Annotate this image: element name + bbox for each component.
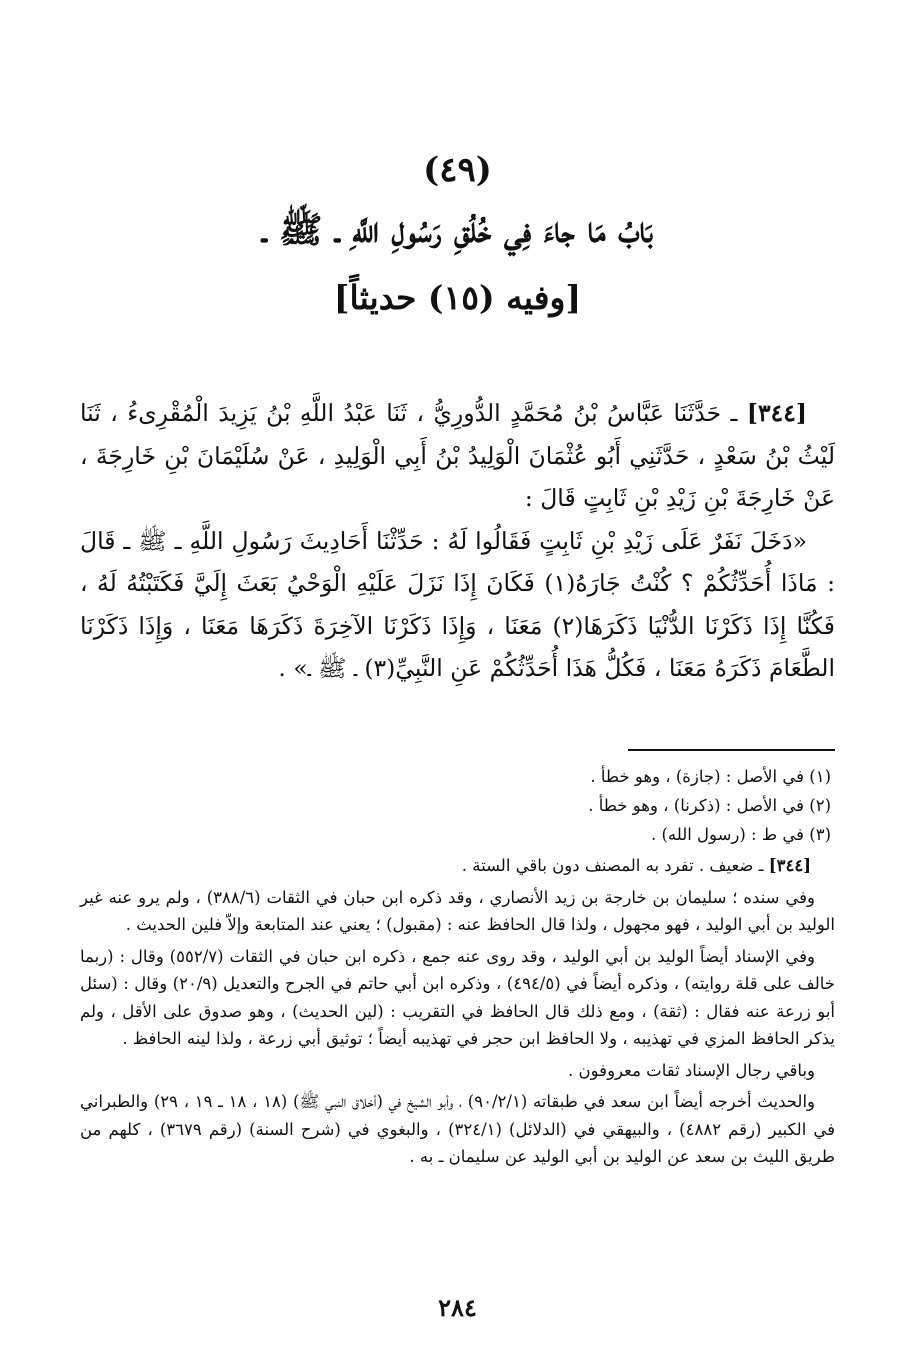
- page-number: ٢٨٤: [438, 1293, 477, 1322]
- commentary-paragraph: وفي سنده ؛ سليمان بن خارجة بن زيد الأنصاري ، وقد ذكره ابن حبان في الثقات (٣٨٨/٦) ، ولم يرو عنه غير الوليد بن أبي الوليد ، فهو مجهول ، ولذا قال الحافظ عنه : (مقبول) ؛ يعني عند المتابعة وإلاّ فلين الحديث .: [80, 887, 835, 934]
- hadith-body: [80, 392, 835, 690]
- chapter-number: (٤٩): [423, 150, 492, 190]
- commentary-paragraph: وفي الإسناد أيضاً الوليد بن أبي الوليد ، وقد روى عنه جمع ، ذكره ابن حبان في الثقات (٥٥٢/٧) وقال : (ربما خالف على قلة روايته) ، وذكره أيضاً في (٤٩٤/٥) ، وذكره ابن أبي حاتم في الجرح والتعديل (٢٠/٩) وقال : (سئل أبو زرعة عنه فقال : (ثقة) ، ومع ذلك قال الحافظ في التقريب : (لين الحديث) ، وهو صدوق على الأقل ، ولم يذكر الحافظ المزي في تهذيبه ، ولا الحافظ ابن حجر في تهذيبه أيضاً ؛ توثيق أبي زرعة ، ولذا لينه الحافظ .: [80, 946, 835, 1048]
- hadith-isnad-paragraph: [80, 392, 835, 520]
- grade-text: ـ ضعيف . تفرد به المصنف دون باقي الستة .: [461, 856, 764, 875]
- grade-line: [80, 852, 835, 880]
- commentary-paragraph: وباقي رجال الإسناد ثقات معروفون .: [568, 1060, 815, 1080]
- footnote-1: (١) في الأصل : (جازة) ، وهو خطأ .: [590, 767, 831, 786]
- chapter-hadith-count: [وفيه (١٥) حديثاً]: [333, 278, 582, 317]
- hadith-isnad: ـ حَدَّثَنَا عَبَّاسُ بْنُ مُحَمَّدٍ الدُّورِيُّ ، ثَنَا عَبْدُ اللَّهِ بْنُ يَزِيدَ الْمُقْرِىءُ ، ثَنَا لَيْثُ بْنُ سَعْدٍ ، حَدَّثَنِي أَبُو عُثْمَانَ الْوَلِيدُ بْنُ أَبِي الْوَلِيدِ ، عَنْ سُلَيْمَانَ بْنِ خَارِجَةَ ، عَنْ خَارِجَةَ بْنِ زَيْدِ بْنِ ثَابِتٍ قَالَ :: [80, 399, 835, 512]
- grade-number: [٣٤٤]: [768, 856, 811, 875]
- book-page: [80, 0, 835, 1368]
- footnote-separator: [628, 749, 835, 751]
- footnotes: [80, 762, 835, 849]
- commentary: [80, 852, 835, 1175]
- hadith-number: [٣٤٤]: [746, 399, 807, 427]
- hadith-matn: «دَخَلَ نَفَرٌ عَلَى زَيْدِ بْنِ ثَابِتٍ فَقَالُوا لَهُ : حَدِّثْنَا أَحَادِيثَ رَسُولِ اللَّهِ ـ ﷺ ـ قَالَ : مَاذَا أُحَدِّثُكُمْ ؟ كُنْتُ جَارَهُ(١) فَكَانَ إِذَا نَزَلَ عَلَيْهِ الْوَحْيُ بَعَثَ إِلَيَّ فَكَتَبْتُهُ لَهُ ، فَكُنَّا إِذَا ذَكَرْنَا الدُّنْيَا ذَكَرَهَا(٢) مَعَنَا ، وَإِذَا ذَكَرْنَا الآخِرَةَ ذَكَرَهَا مَعَنَا ، وَإِذَا ذَكَرْنَا الطَّعَامَ ذَكَرَهُ مَعَنَا ، فَكُلُّ هَذَا أُحَدِّثُكُمْ عَنِ النَّبِيِّ(٣) ـ ﷺ ـ» .: [80, 526, 835, 682]
- commentary-paragraph: والحديث أخرجه أيضاً ابن سعد في طبقاته (٩٠/٢/١) ، وأبو الشيخ في (أخلاق النبي ﷺ) (١٨ ، ١٨ ـ ١٩ ، ٢٩) والطبراني في الكبير (رقم ٤٨٨٢) ، والبيهقي في (الدلائل) (٣٢٤/١) ، والبغوي في (شرح السنة) (رقم ٣٦٧٩) ، كلهم من طريق الليث بن سعد عن الوليد بن أبي الوليد عن سليمان ـ به .: [80, 1092, 835, 1166]
- footnote-3: (٣) في ط : (رسول الله) .: [650, 825, 831, 844]
- footnote-2: (٢) في الأصل : (ذكرنا) ، وهو خطأ .: [588, 796, 831, 815]
- chapter-title: بَابُ مَا جاءَ فِي خُلُقِ رَسُولِ اللَّهِ ـ ﷺ ـ: [262, 209, 653, 251]
